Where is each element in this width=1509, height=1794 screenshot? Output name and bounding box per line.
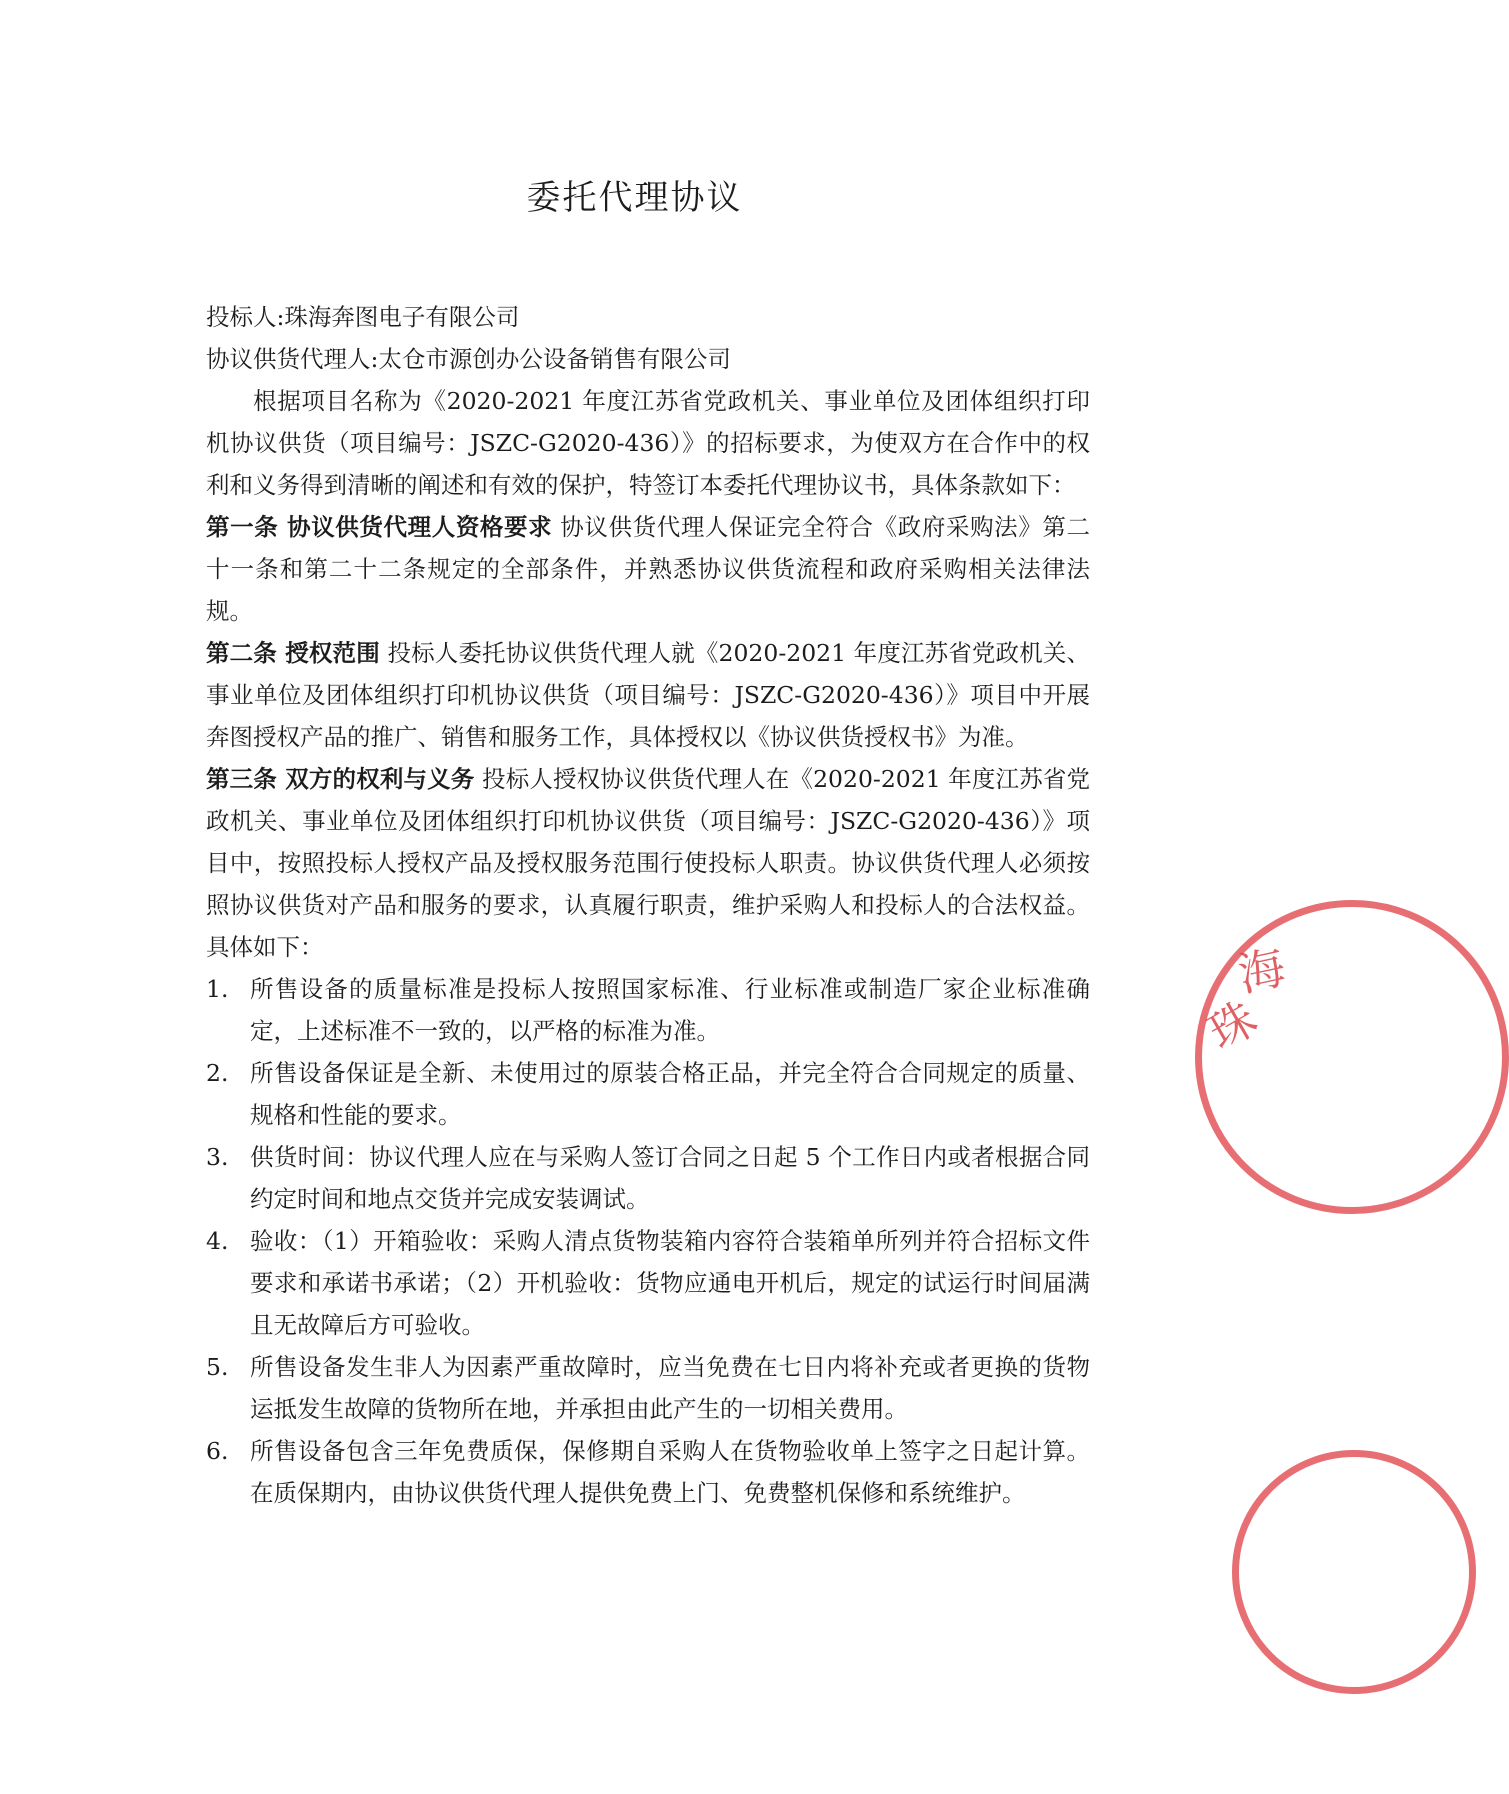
article-3-text: 投标人授权协议供货代理人在《2020-2021 年度江苏省党政机关、事业单位及团体组织打印机协议供货（项目编号：JSZC-G2020-436）》项目中，按照投标人授权产品及授权服务范围行使投标人职责。协议供货代理人必须按照协议供货对产品和服务的要求，认真履行职责，维护采购人和投标人的合法权益。具体如下：	[206, 765, 1090, 961]
list-item-text: 所售设备包含三年免费质保，保修期自采购人在货物验收单上签字之日起计算。在质保期内，由协议供货代理人提供免费上门、免费整机保修和系统维护。	[250, 1437, 1090, 1507]
list-item	[206, 1430, 1090, 1514]
list-item-text: 所售设备的质量标准是投标人按照国家标准、行业标准或制造厂家企业标准确定，上述标准不一致的，以严格的标准为准。	[250, 975, 1090, 1045]
list-item-number: 5.	[206, 1353, 229, 1381]
article-2	[206, 632, 1090, 758]
list-item	[206, 1346, 1090, 1430]
article-2-heading: 第二条 授权范围	[206, 639, 380, 667]
list-item	[206, 1136, 1090, 1220]
article-3-heading: 第三条 双方的权利与义务	[206, 765, 475, 793]
intro-paragraph: 根据项目名称为《2020-2021 年度江苏省党政机关、事业单位及团体组织打印机协议供货（项目编号：JSZC-G2020-436）》的招标要求，为使双方在合作中的权利和义务得到清晰的阐述和有效的保护，特签订本委托代理协议书，具体条款如下：	[206, 387, 1090, 499]
list-item-number: 6.	[206, 1437, 229, 1465]
seal-char: 珠	[1199, 990, 1266, 1061]
obligation-list	[206, 968, 1090, 1514]
list-item-number: 4.	[206, 1227, 229, 1255]
list-item-text: 所售设备保证是全新、未使用过的原装合格正品，并完全符合合同规定的质量、规格和性能的要求。	[250, 1059, 1090, 1129]
list-item-number: 2.	[206, 1059, 229, 1087]
list-item-text: 供货时间：协议代理人应在与采购人签订合同之日起 5 个工作日内或者根据合同约定时间和地点交货并完成安装调试。	[250, 1143, 1090, 1213]
article-2-text: 投标人委托协议供货代理人就《2020-2021 年度江苏省党政机关、事业单位及团体组织打印机协议供货（项目编号：JSZC-G2020-436）》项目中开展奔图授权产品的推广、销售和服务工作，具体授权以《协议供货授权书》为准。	[206, 639, 1090, 751]
document-body	[206, 296, 1090, 1514]
list-item-text: 所售设备发生非人为因素严重故障时，应当免费在七日内将补充或者更换的货物运抵发生故障的货物所在地，并承担由此产生的一切相关费用。	[250, 1353, 1090, 1423]
list-item-text: 验收：（1）开箱验收：采购人清点货物装箱内容符合装箱单所列并符合招标文件要求和承诺书承诺；（2）开机验收：货物应通电开机后，规定的试运行时间届满且无故障后方可验收。	[250, 1227, 1090, 1339]
article-1-heading: 第一条 协议供货代理人资格要求	[206, 513, 553, 541]
agent-line: 协议供货代理人:太仓市源创办公设备销售有限公司	[206, 345, 731, 373]
article-1	[206, 506, 1090, 632]
list-item	[206, 1052, 1090, 1136]
list-item-number: 3.	[206, 1143, 229, 1171]
company-seal-stamp-lower	[1232, 1450, 1476, 1694]
article-1-text: 协议供货代理人保证完全符合《政府采购法》第二十一条和第二十二条规定的全部条件，并熟悉协议供货流程和政府采购相关法律法规。	[206, 513, 1090, 625]
list-item	[206, 1220, 1090, 1346]
list-item-number: 1.	[206, 975, 229, 1003]
bidder-line: 投标人:珠海奔图电子有限公司	[206, 303, 520, 331]
seal-char: 海	[1233, 939, 1290, 1003]
document-title: 委托代理协议	[526, 178, 743, 218]
article-3	[206, 758, 1090, 968]
list-item	[206, 968, 1090, 1052]
